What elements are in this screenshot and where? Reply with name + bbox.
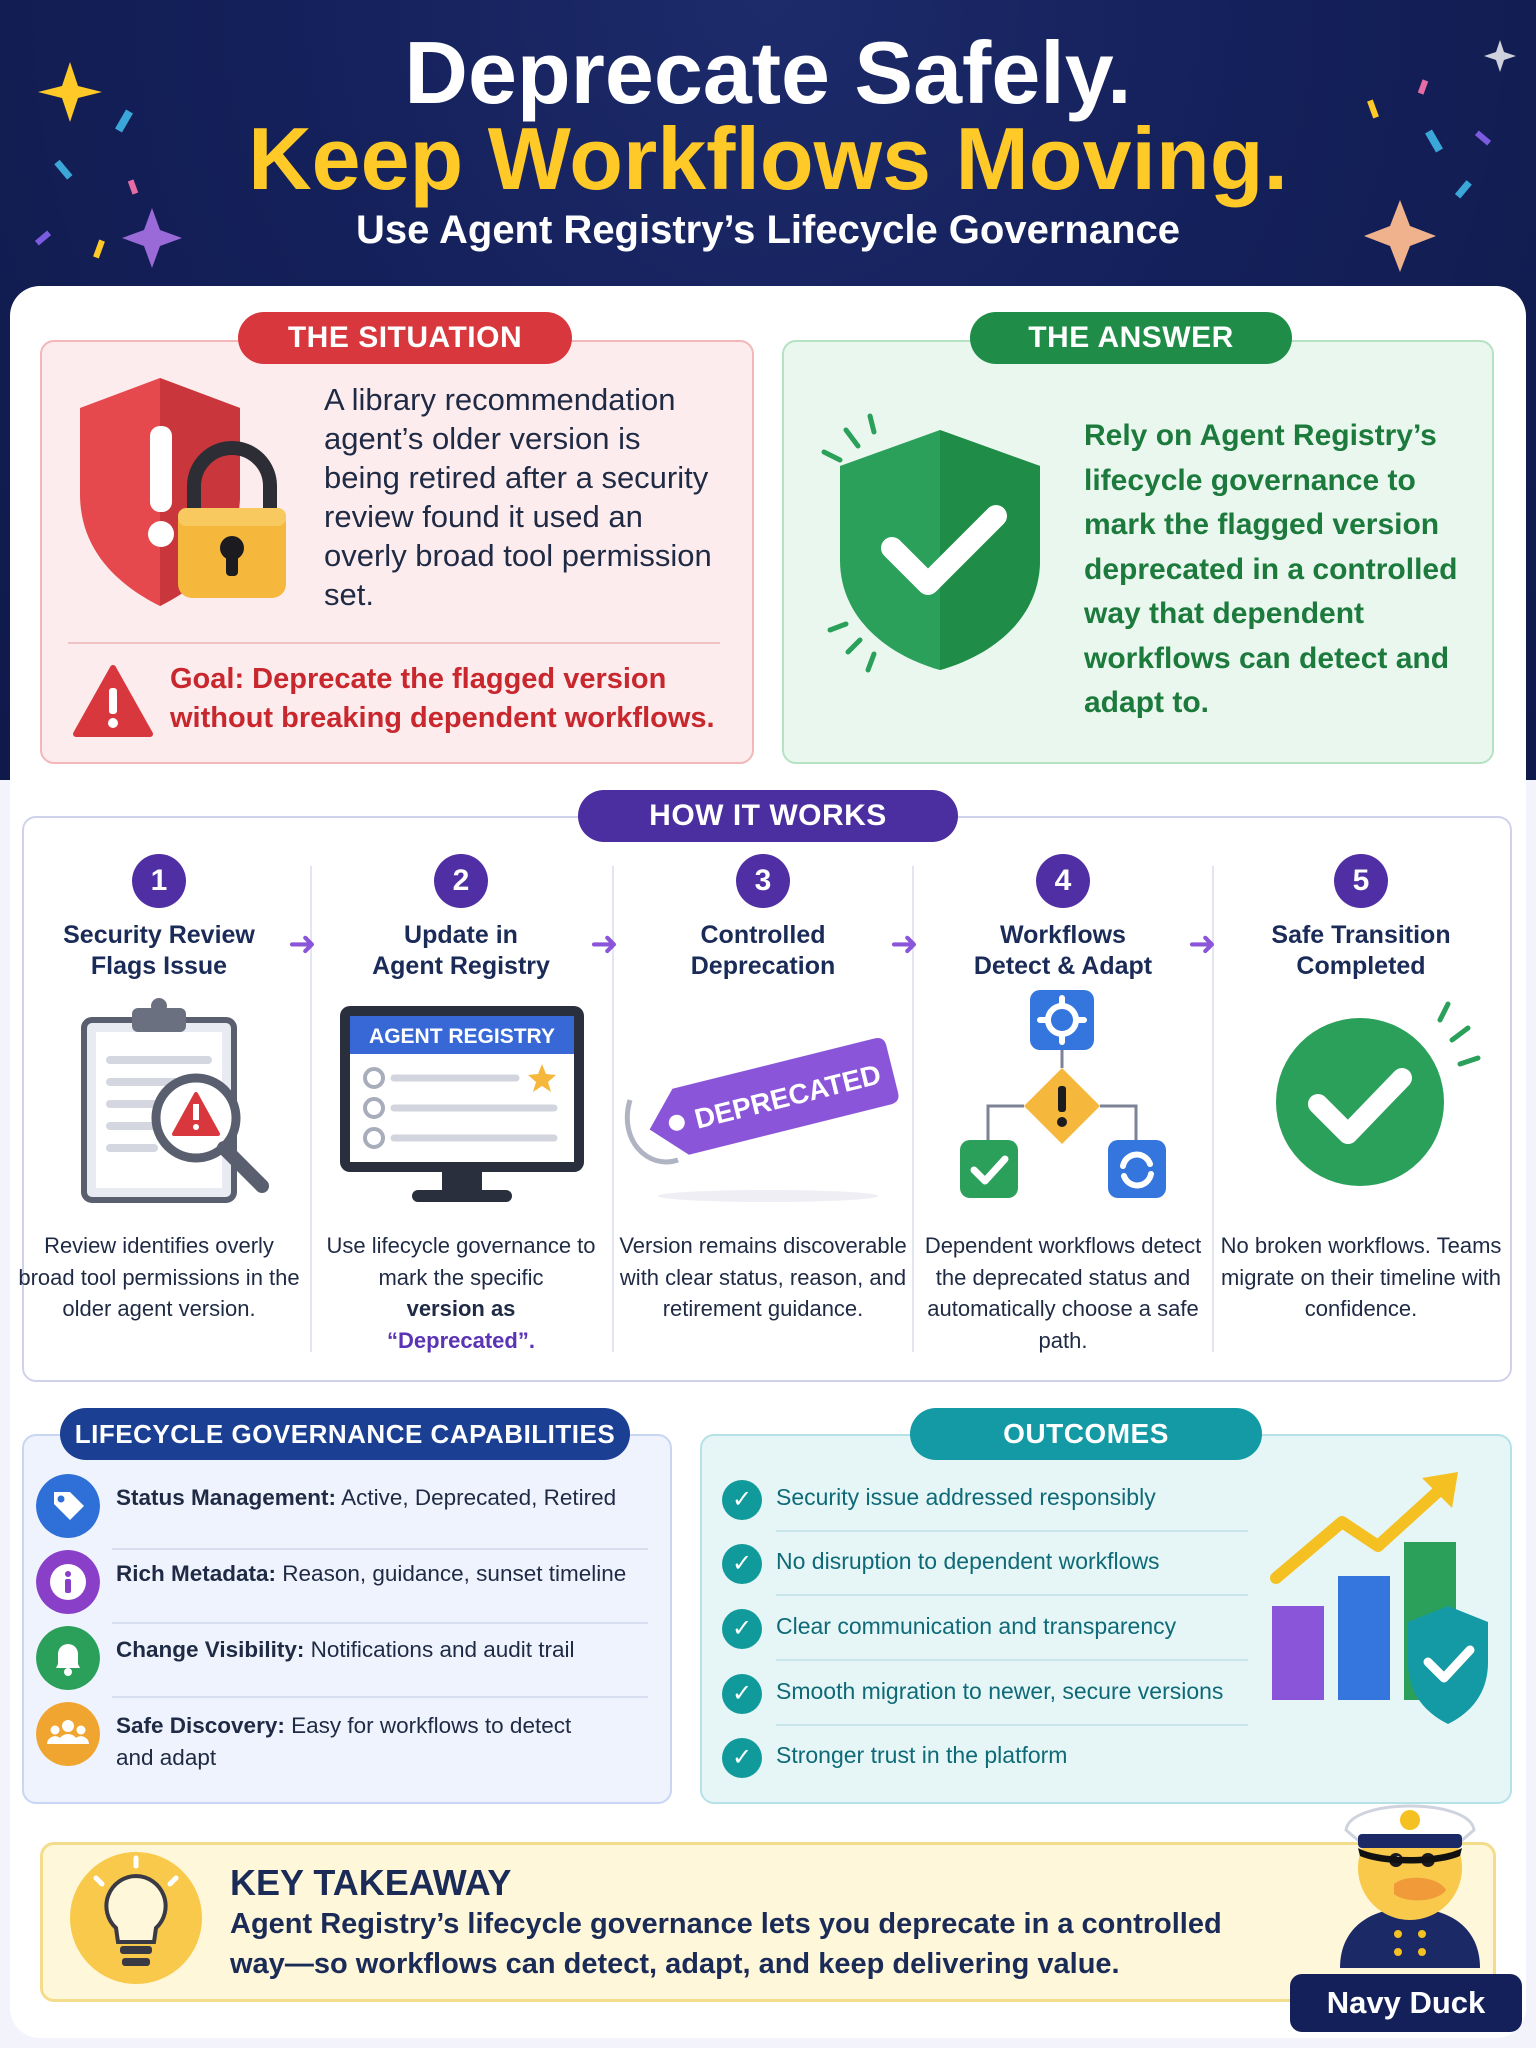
capability-divider bbox=[112, 1696, 648, 1698]
step-title: Workflows Detect & Adapt bbox=[973, 921, 1153, 980]
outcome-item: ✓ Stronger trust in the platform bbox=[722, 1734, 1262, 1784]
outcome-item: ✓ No disruption to dependent workflows bbox=[722, 1540, 1262, 1590]
check-icon: ✓ bbox=[722, 1544, 762, 1584]
capabilities-label: LIFECYCLE GOVERNANCE CAPABILITIES bbox=[60, 1408, 630, 1460]
goal-text: Goal: Deprecate the flagged version without breaking dependent workflows. bbox=[170, 663, 715, 734]
step-number: 3 bbox=[736, 854, 790, 908]
situation-divider bbox=[68, 642, 720, 644]
title-line2: Keep Workflows Moving. bbox=[248, 109, 1288, 208]
arrow-icon: ➜ bbox=[1188, 925, 1217, 963]
outcome-item: ✓ Smooth migration to newer, secure versions bbox=[722, 1670, 1262, 1720]
capability-row: Rich Metadata: Reason, guidance, sunset timeline bbox=[36, 1550, 656, 1624]
answer-text: Rely on Agent Registry’s lifecycle governance to mark the flagged version deprecated in a controlled way that dependent workflows can detect and adapt to. bbox=[1084, 419, 1458, 719]
step-description: Use lifecycle governance to mark the specific version as “Deprecated”. bbox=[326, 1233, 596, 1353]
workflow-diagram-icon bbox=[918, 990, 1208, 1210]
outcome-divider bbox=[776, 1724, 1248, 1726]
info-icon bbox=[36, 1550, 100, 1614]
step-description: Dependent workflows detect the deprecated status and automatically choose a safe path. bbox=[924, 1233, 1202, 1353]
lightbulb-icon bbox=[66, 1848, 206, 1996]
subtitle: Use Agent Registry’s Lifecycle Governance bbox=[355, 208, 1181, 252]
check-icon: ✓ bbox=[722, 1674, 762, 1714]
mascot-label: Navy Duck bbox=[1290, 1974, 1522, 2032]
arrow-icon: ➜ bbox=[288, 925, 317, 963]
outcome-divider bbox=[776, 1594, 1248, 1596]
success-check-icon bbox=[1216, 990, 1506, 1210]
outcome-item: ✓ Security issue addressed responsibly bbox=[722, 1476, 1262, 1526]
deprecated-tag-icon bbox=[618, 990, 908, 1210]
step-title: Security Review Flags Issue bbox=[63, 921, 255, 980]
clipboard-search-icon bbox=[14, 990, 304, 1210]
registry-monitor-icon bbox=[316, 990, 606, 1210]
outcome-divider bbox=[776, 1659, 1248, 1661]
capability-row: Status Management: Active, Deprecated, Retired bbox=[36, 1474, 656, 1548]
step-1 bbox=[14, 840, 304, 1360]
step-number: 2 bbox=[434, 854, 488, 908]
step-2 bbox=[316, 840, 606, 1360]
people-icon bbox=[36, 1702, 100, 1766]
situation-label: THE SITUATION bbox=[238, 312, 572, 364]
situation-text: A library recommendation agent’s older version is being retired after a security review found it used an overly broad tool permission set. bbox=[324, 382, 712, 612]
step-5 bbox=[1216, 840, 1506, 1360]
growth-chart-shield-icon bbox=[1262, 1456, 1492, 1736]
title-line1: Deprecate Safely. bbox=[404, 23, 1132, 122]
step-description: Version remains discoverable with clear status, reason, and retirement guidance. bbox=[619, 1233, 907, 1321]
check-icon: ✓ bbox=[722, 1609, 762, 1649]
capability-row: Change Visibility: Notifications and audit trail bbox=[36, 1626, 656, 1700]
capability-row: Safe Discovery: Easy for workflows to detect and adapt bbox=[36, 1702, 656, 1776]
check-icon: ✓ bbox=[722, 1738, 762, 1778]
tag-icon bbox=[36, 1474, 100, 1538]
warning-icon bbox=[72, 664, 154, 738]
step-title: Update in Agent Registry bbox=[372, 921, 550, 980]
shield-check-icon bbox=[810, 400, 1070, 690]
deprecated-tag-label: DEPRECATED bbox=[691, 1058, 885, 1135]
capability-divider bbox=[112, 1622, 648, 1624]
takeaway-title: KEY TAKEAWAY bbox=[230, 1862, 512, 1903]
takeaway-text: Agent Registry’s lifecycle governance lets you deprecate in a controlled way—so workflows can detect, adapt, and keep delivering value. bbox=[230, 1908, 1222, 1980]
answer-label: THE ANSWER bbox=[970, 312, 1292, 364]
step-4 bbox=[918, 840, 1208, 1360]
outcome-item: ✓ Clear communication and transparency bbox=[722, 1605, 1262, 1655]
bell-icon bbox=[36, 1626, 100, 1690]
step-3 bbox=[618, 840, 908, 1360]
step-description: Review identifies overly broad tool permissions in the older agent version. bbox=[18, 1233, 300, 1321]
check-icon: ✓ bbox=[722, 1480, 762, 1520]
step-title: Safe Transition Completed bbox=[1271, 921, 1451, 980]
step-number: 1 bbox=[132, 854, 186, 908]
arrow-icon: ➜ bbox=[590, 925, 619, 963]
step-title: Controlled Deprecation bbox=[690, 921, 836, 980]
outcome-divider bbox=[776, 1530, 1248, 1532]
registry-header-label: AGENT REGISTRY bbox=[369, 1025, 555, 1048]
navy-duck-mascot bbox=[1310, 1768, 1510, 1988]
step-number: 5 bbox=[1334, 854, 1388, 908]
outcomes-label: OUTCOMES bbox=[910, 1408, 1262, 1460]
how-it-works-label: HOW IT WORKS bbox=[578, 790, 958, 842]
arrow-icon: ➜ bbox=[890, 925, 919, 963]
shield-lock-icon bbox=[70, 374, 300, 624]
step-number: 4 bbox=[1036, 854, 1090, 908]
step-description: No broken workflows. Teams migrate on their timeline with confidence. bbox=[1220, 1233, 1502, 1321]
